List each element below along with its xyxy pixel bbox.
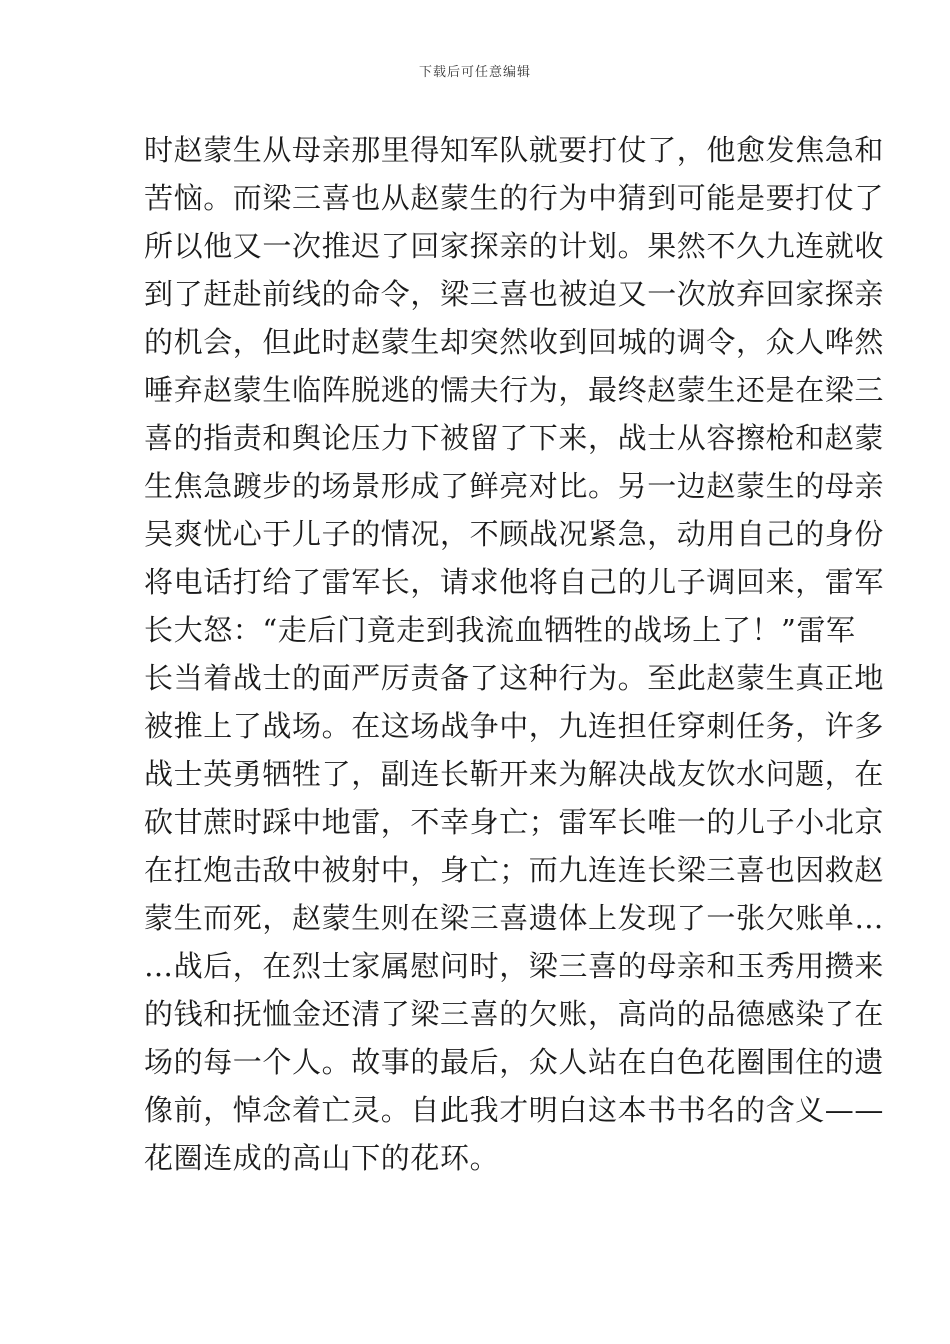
- text-line: 像前，悼念着亡灵。自此我才明白这本书书名的含义——: [144, 1093, 885, 1127]
- document-body: [144, 126, 885, 1182]
- text-line: 时赵蒙生从母亲那里得知军队就要打仗了，他愈发焦急和: [144, 133, 885, 167]
- text-line: 将电话打给了雷军长，请求他将自己的儿子调回来，雷军: [144, 565, 885, 599]
- text-line: 苦恼。而梁三喜也从赵蒙生的行为中猜到可能是要打仗了: [144, 181, 885, 215]
- page-header: 下载后可任意编辑: [418, 65, 531, 80]
- text-line: 蒙生而死，赵蒙生则在梁三喜遗体上发现了一张欠账单…: [144, 901, 885, 935]
- text-line: 所以他又一次推迟了回家探亲的计划。果然不久九连就收: [144, 229, 885, 263]
- text-line: 在扛炮击敌中被射中，身亡；而九连连长梁三喜也因救赵: [144, 853, 885, 887]
- text-line: 被推上了战场。在这场战争中，九连担任穿刺任务，许多: [144, 709, 885, 743]
- text-line: 场的每一个人。故事的最后，众人站在白色花圈围住的遗: [144, 1045, 885, 1079]
- text-line: 的钱和抚恤金还清了梁三喜的欠账，高尚的品德感染了在: [144, 997, 885, 1031]
- text-line: 到了赶赴前线的命令，梁三喜也被迫又一次放弃回家探亲: [144, 277, 885, 311]
- text-line: 吴爽忧心于儿子的情况，不顾战况紧急，动用自己的身份: [144, 517, 885, 551]
- text-line: …战后，在烈士家属慰问时，梁三喜的母亲和玉秀用攒来: [144, 949, 885, 983]
- text-line: 生焦急踱步的场景形成了鲜亮对比。另一边赵蒙生的母亲: [144, 469, 885, 503]
- text-line: 喜的指责和舆论压力下被留了下来，战士从容擦枪和赵蒙: [144, 421, 885, 455]
- text-line: 长当着战士的面严厉责备了这种行为。至此赵蒙生真正地: [144, 661, 885, 695]
- text-line: 长大怒：“走后门竟走到我流血牺牲的战场上了！”雷军: [144, 613, 856, 647]
- text-line: 唾弃赵蒙生临阵脱逃的懦夫行为，最终赵蒙生还是在梁三: [144, 373, 885, 407]
- text-line: 砍甘蔗时踩中地雷，不幸身亡；雷军长唯一的儿子小北京: [144, 805, 885, 839]
- text-line: 战士英勇牺牲了，副连长靳开来为解决战友饮水问题，在: [144, 757, 885, 791]
- text-line: 花圈连成的高山下的花环。: [144, 1141, 500, 1175]
- text-line: 的机会，但此时赵蒙生却突然收到回城的调令，众人哗然: [144, 325, 885, 359]
